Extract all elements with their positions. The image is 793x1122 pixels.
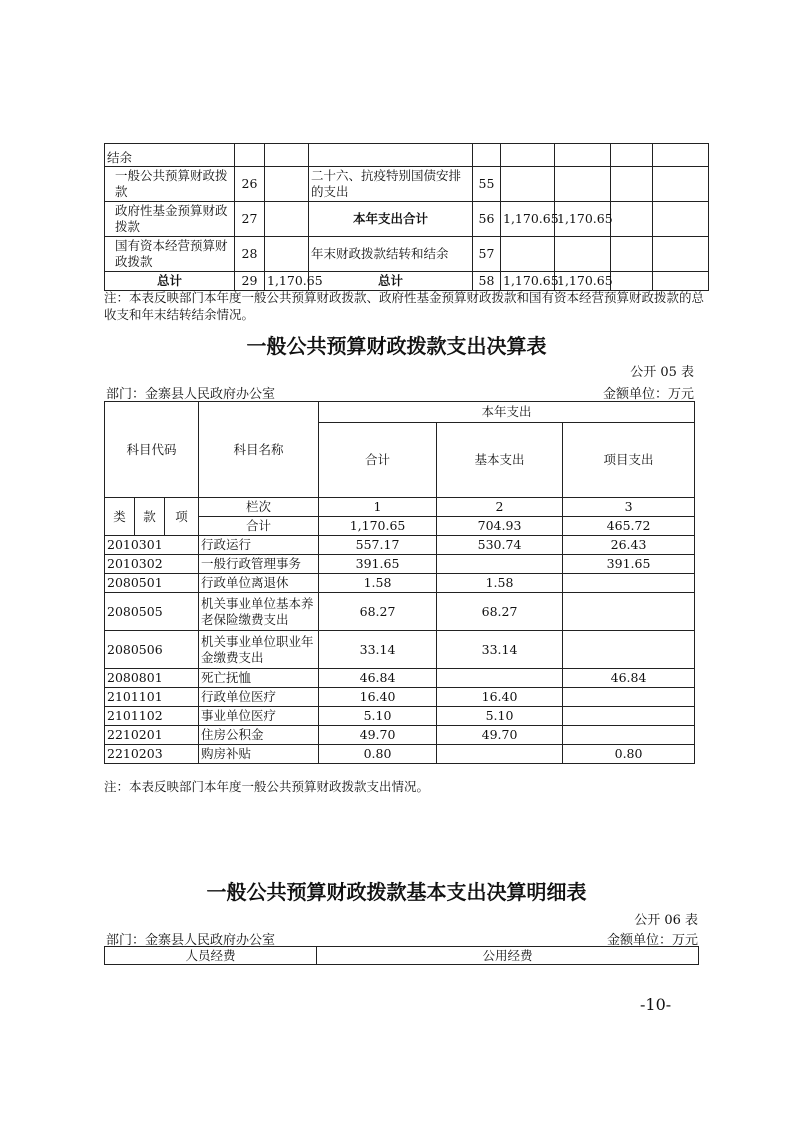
table-row <box>105 237 709 272</box>
amount-cell <box>265 144 309 167</box>
line-number: 58 <box>473 272 501 291</box>
amount-cell <box>555 144 611 167</box>
table-row-total <box>105 272 709 291</box>
table-row <box>105 536 695 555</box>
amount-cell <box>611 237 653 272</box>
header-kuan: 款 <box>135 498 165 536</box>
amount-cell <box>653 237 709 272</box>
table-row <box>105 631 695 669</box>
amount-cell: 1,170.65 <box>555 202 611 237</box>
project-cell: 0.80 <box>563 745 695 764</box>
table-row <box>105 574 695 593</box>
amount-cell <box>265 167 309 202</box>
subject-code: 2080506 <box>105 631 199 669</box>
total-cell: 46.84 <box>319 669 437 688</box>
unit-label: 金额单位：万元 <box>606 933 698 948</box>
project-cell <box>563 726 695 745</box>
col-number: 2 <box>437 498 563 517</box>
table-row <box>105 167 709 202</box>
total-cell: 68.27 <box>319 593 437 631</box>
header-total: 合计 <box>319 423 437 498</box>
table-note: 注：本表反映部门本年度一般公共预算财政拨款、政府性基金预算财政拨款和国有资本经营预算财政拨款的总收支和年末结转结余情况。 <box>104 290 705 322</box>
income-expense-summary-table <box>104 143 709 291</box>
total-cell: 1.58 <box>319 574 437 593</box>
header-personnel: 人员经费 <box>105 947 317 965</box>
table-row <box>105 555 695 574</box>
line-number: 29 <box>235 272 265 291</box>
sum-project: 465.72 <box>563 517 695 536</box>
col-number: 3 <box>563 498 695 517</box>
project-cell: 391.65 <box>563 555 695 574</box>
line-number <box>235 144 265 167</box>
table-row <box>105 669 695 688</box>
total-cell: 0.80 <box>319 745 437 764</box>
basic-cell: 16.40 <box>437 688 563 707</box>
amount-cell <box>501 167 555 202</box>
project-cell: 26.43 <box>563 536 695 555</box>
basic-cell: 33.14 <box>437 631 563 669</box>
row-label: 政府性基金预算财政拨款 <box>105 202 235 237</box>
amount-cell <box>265 202 309 237</box>
header-subject-code: 科目代码 <box>105 402 199 498</box>
table-row <box>105 745 695 764</box>
line-number: 28 <box>235 237 265 272</box>
basic-cell <box>437 745 563 764</box>
subject-code: 2210203 <box>105 745 199 764</box>
basic-cell: 68.27 <box>437 593 563 631</box>
expenditure-table <box>104 401 695 764</box>
table-header-row <box>105 498 695 517</box>
line-number: 27 <box>235 202 265 237</box>
total-cell: 16.40 <box>319 688 437 707</box>
amount-cell: 1,170.65 <box>501 202 555 237</box>
page-number: -10- <box>640 995 672 1014</box>
basic-cell: 1.58 <box>437 574 563 593</box>
subject-name: 住房公积金 <box>199 726 319 745</box>
table-row <box>105 593 695 631</box>
subject-name: 行政单位离退休 <box>199 574 319 593</box>
table-row <box>105 144 709 167</box>
amount-cell <box>653 272 709 291</box>
header-basic: 基本支出 <box>437 423 563 498</box>
basic-cell: 5.10 <box>437 707 563 726</box>
total-cell: 391.65 <box>319 555 437 574</box>
table-row <box>105 202 709 237</box>
amount-cell: 1,170.65 <box>265 272 309 291</box>
subject-code: 2080801 <box>105 669 199 688</box>
project-cell <box>563 631 695 669</box>
subject-code: 2080505 <box>105 593 199 631</box>
department-label: 部门：金寨县人民政府办公室 <box>106 387 276 402</box>
expense-label: 二十六、抗疫特别国债安排的支出 <box>309 167 473 202</box>
sum-label: 合计 <box>199 517 319 536</box>
header-current-year: 本年支出 <box>319 402 695 423</box>
row-label: 总计 <box>105 272 235 291</box>
basic-cell: 530.74 <box>437 536 563 555</box>
subject-code: 2010301 <box>105 536 199 555</box>
basic-cell <box>437 555 563 574</box>
subject-name: 死亡抚恤 <box>199 669 319 688</box>
header-public: 公用经费 <box>317 947 699 965</box>
table-row <box>105 726 695 745</box>
amount-cell <box>611 202 653 237</box>
line-number: 57 <box>473 237 501 272</box>
subject-name: 行政单位医疗 <box>199 688 319 707</box>
total-cell: 33.14 <box>319 631 437 669</box>
amount-cell <box>555 237 611 272</box>
subject-name: 购房补贴 <box>199 745 319 764</box>
table-header-row <box>105 947 699 965</box>
amount-cell <box>653 144 709 167</box>
project-cell <box>563 574 695 593</box>
row-label: 国有资本经营预算财政拨款 <box>105 237 235 272</box>
sum-basic: 704.93 <box>437 517 563 536</box>
basic-cell: 49.70 <box>437 726 563 745</box>
amount-cell <box>555 167 611 202</box>
table-header-row <box>105 402 695 423</box>
basic-expenditure-detail-table <box>104 946 699 965</box>
line-number: 56 <box>473 202 501 237</box>
header-subject-name: 科目名称 <box>199 402 319 498</box>
project-cell <box>563 688 695 707</box>
basic-cell <box>437 669 563 688</box>
header-col-index: 栏次 <box>199 498 319 517</box>
total-cell: 49.70 <box>319 726 437 745</box>
table-row <box>105 688 695 707</box>
subject-name: 事业单位医疗 <box>199 707 319 726</box>
expense-label <box>309 144 473 167</box>
expense-label: 总计 <box>309 272 473 291</box>
subject-code: 2010302 <box>105 555 199 574</box>
amount-cell: 1,170.65 <box>555 272 611 291</box>
subject-code: 2101101 <box>105 688 199 707</box>
subject-name: 行政运行 <box>199 536 319 555</box>
table-code: 公开 05 表 <box>630 365 694 380</box>
sum-total: 1,170.65 <box>319 517 437 536</box>
amount-cell <box>611 144 653 167</box>
table-title: 一般公共预算财政拨款支出决算表 <box>246 334 547 358</box>
subject-name: 机关事业单位职业年金缴费支出 <box>199 631 319 669</box>
subject-code: 2080501 <box>105 574 199 593</box>
line-number <box>473 144 501 167</box>
subject-code: 2101102 <box>105 707 199 726</box>
col-number: 1 <box>319 498 437 517</box>
amount-cell <box>265 237 309 272</box>
table-code: 公开 06 表 <box>634 913 698 928</box>
amount-cell <box>611 167 653 202</box>
amount-cell <box>611 272 653 291</box>
department-label: 部门：金寨县人民政府办公室 <box>106 933 276 948</box>
subject-name: 一般行政管理事务 <box>199 555 319 574</box>
header-project: 项目支出 <box>563 423 695 498</box>
expense-label: 年末财政拨款结转和结余 <box>309 237 473 272</box>
amount-cell <box>501 237 555 272</box>
table-row <box>105 707 695 726</box>
amount-cell: 1,170.65 <box>501 272 555 291</box>
amount-cell <box>653 202 709 237</box>
project-cell: 46.84 <box>563 669 695 688</box>
line-number: 55 <box>473 167 501 202</box>
total-cell: 5.10 <box>319 707 437 726</box>
project-cell <box>563 707 695 726</box>
project-cell <box>563 593 695 631</box>
row-label: 一般公共预算财政拨款 <box>105 167 235 202</box>
subject-code: 2210201 <box>105 726 199 745</box>
amount-cell <box>653 167 709 202</box>
line-number: 26 <box>235 167 265 202</box>
expense-label: 本年支出合计 <box>309 202 473 237</box>
table-note: 注：本表反映部门本年度一般公共预算财政拨款支出情况。 <box>104 779 430 794</box>
amount-cell <box>501 144 555 167</box>
header-xiang: 项 <box>165 498 199 536</box>
header-lei: 类 <box>105 498 135 536</box>
subject-name: 机关事业单位基本养老保险缴费支出 <box>199 593 319 631</box>
table-title: 一般公共预算财政拨款基本支出决算明细表 <box>206 880 587 904</box>
total-cell: 557.17 <box>319 536 437 555</box>
unit-label: 金额单位：万元 <box>602 387 694 402</box>
row-label: 结余 <box>105 144 235 167</box>
